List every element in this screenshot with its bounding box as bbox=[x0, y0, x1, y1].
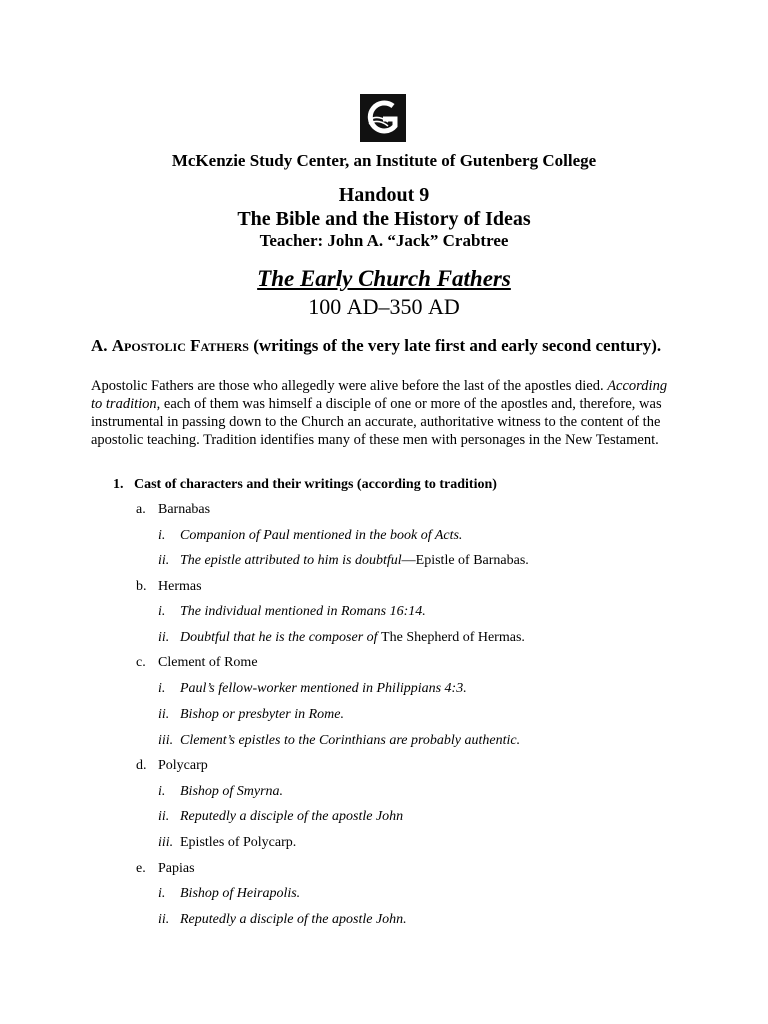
list-item: i. Paul’s fellow-worker mentioned in Philippians 4:3. bbox=[158, 681, 467, 696]
list-item: i. Bishop of Smyrna. bbox=[158, 784, 284, 799]
institute-name: McKenzie Study Center, an Institute of Gutenberg College bbox=[171, 151, 597, 170]
list-item: a. Barnabas bbox=[136, 502, 211, 517]
course-title: The Bible and the History of Ideas bbox=[237, 208, 531, 230]
list-item: d. Polycarp bbox=[136, 758, 208, 773]
handout-number: Handout 9 bbox=[338, 184, 430, 206]
section-a-intro: Apostolic Fathers are those who allegedly were alive before the last of the apostles died. According to tradition, each of them was himself a disciple of one or more of the apostles and, therefore, was instrumental in passing down to the Church an accurate, authoritative witness to the content of the apostolic teaching. Tradition identifies many of these men with personages in the New Testament. bbox=[91, 378, 668, 448]
list-item: e. Papias bbox=[136, 861, 195, 876]
list-item: ii. Doubtful that he is the composer of The Shepherd of Hermas. bbox=[158, 630, 525, 645]
list-item: i. Companion of Paul mentioned in the book of Acts. bbox=[158, 528, 463, 543]
section-a-heading: A. Apostolic Fathers (writings of the very late first and early second century). bbox=[91, 336, 662, 355]
list-item: ii. Bishop or presbyter in Rome. bbox=[158, 707, 344, 722]
list-item: b. Hermas bbox=[136, 579, 202, 594]
list-item: iii. Clement’s epistles to the Corinthians are probably authentic. bbox=[158, 733, 521, 748]
list-item: iii. Epistles of Polycarp. bbox=[158, 835, 297, 850]
list-item: ii. The epistle attributed to him is doubtful—Epistle of Barnabas. bbox=[158, 553, 529, 568]
gutenberg-college-logo-icon bbox=[360, 94, 406, 142]
list-item: ii. Reputedly a disciple of the apostle John. bbox=[158, 912, 407, 927]
date-range: 100 AD–350 AD bbox=[308, 294, 460, 319]
teacher-line: Teacher: John A. “Jack” Crabtree bbox=[259, 231, 509, 250]
page-title: The Early Church Fathers bbox=[257, 266, 511, 291]
list-heading: 1. Cast of characters and their writings (according to tradition) bbox=[113, 477, 497, 492]
list-item: ii. Reputedly a disciple of the apostle John bbox=[158, 809, 404, 824]
list-item: i. Bishop of Heirapolis. bbox=[158, 886, 301, 901]
list-item: i. The individual mentioned in Romans 16:14. bbox=[158, 604, 426, 619]
list-item: c. Clement of Rome bbox=[136, 655, 258, 670]
